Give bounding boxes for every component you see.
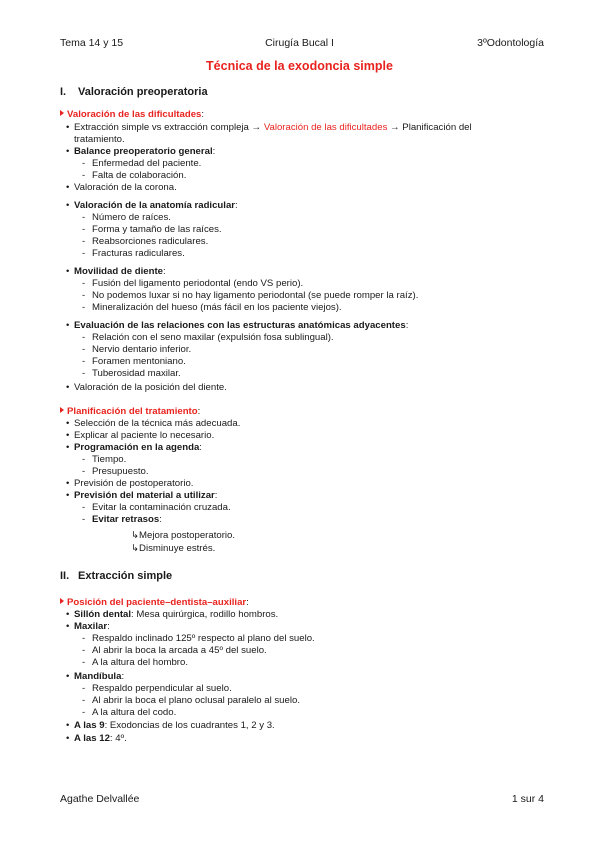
header-center: Cirugía Bucal I bbox=[265, 37, 334, 49]
sub-item: - Tiempo. bbox=[82, 454, 127, 465]
header-right: 3ºOdontología bbox=[477, 37, 544, 49]
sub-item: - A la altura del hombro. bbox=[82, 657, 188, 668]
sub-item: - Evitar la contaminación cruzada. bbox=[82, 502, 231, 513]
sub-item: - A la altura del codo. bbox=[82, 707, 177, 718]
footer-author: Agathe Delvallée bbox=[60, 793, 140, 805]
sub-item: - Fusión del ligamento periodontal (endo VS perio). bbox=[82, 278, 304, 289]
sub-item: - Mineralización del hueso (más fácil en los paciente viejos). bbox=[82, 302, 342, 313]
list-item: • Evaluación de las relaciones con las estructuras anatómicas adyacentes: bbox=[66, 320, 409, 331]
sub-item: - Enfermedad del paciente. bbox=[82, 158, 202, 169]
sub-item: - Fracturas radiculares. bbox=[82, 248, 185, 259]
list-item: • Previsión de postoperatorio. bbox=[66, 478, 194, 489]
list-item: • Mandíbula: bbox=[66, 671, 125, 682]
list-item: • A las 9: Exodoncias de los cuadrantes 1, 2 y 3. bbox=[66, 720, 275, 731]
sub-item: - Falta de colaboración. bbox=[82, 170, 187, 181]
sub-item: - Evitar retrasos: bbox=[82, 514, 162, 525]
page-title: Técnica de la exodoncia simple bbox=[206, 59, 393, 73]
list-item-continuation: tratamiento. bbox=[74, 134, 125, 145]
list-item: • A las 12: 4º. bbox=[66, 733, 127, 744]
sub-item: - Presupuesto. bbox=[82, 466, 149, 477]
triangle-icon bbox=[60, 110, 64, 116]
list-item: • Explicar al paciente lo necesario. bbox=[66, 430, 215, 441]
subheading-planificacion: Planificación del tratamiento: bbox=[60, 406, 200, 418]
list-item: • Programación en la agenda: bbox=[66, 442, 202, 453]
sub-sub-item: ↳Mejora postoperatorio. bbox=[131, 530, 236, 541]
sub-item: - Número de raíces. bbox=[82, 212, 171, 223]
sub-item: - Reabsorciones radiculares. bbox=[82, 236, 209, 247]
list-item: • Valoración de la corona. bbox=[66, 182, 177, 193]
header-left: Tema 14 y 15 bbox=[60, 37, 124, 49]
list-item: • Sillón dental: Mesa quirúrgica, rodillo hombros. bbox=[66, 609, 279, 620]
list-item: • Valoración de la anatomía radicular: bbox=[66, 200, 238, 211]
subheading-posicion: Posición del paciente–dentista–auxiliar: bbox=[60, 597, 249, 609]
footer-page-number: 1 sur 4 bbox=[511, 793, 544, 805]
triangle-icon bbox=[60, 407, 64, 413]
sub-item: - No podemos luxar si no hay ligamento periodontal (se puede romper la raíz). bbox=[82, 290, 419, 301]
sub-item: - Forma y tamaño de las raíces. bbox=[82, 224, 222, 235]
sub-item: - Relación con el seno maxilar (expulsión fosa sublingual). bbox=[82, 332, 334, 343]
section-heading-1: I. Valoración preoperatoria bbox=[60, 86, 208, 98]
sub-item: - Respaldo inclinado 125º respecto al plano del suelo. bbox=[82, 633, 315, 644]
sub-item: - Nervio dentario inferior. bbox=[82, 344, 192, 355]
sub-item: - Al abrir la boca la arcada a 45º del suelo. bbox=[82, 645, 267, 656]
sub-item: - Al abrir la boca el plano oclusal paralelo al suelo. bbox=[82, 695, 300, 706]
list-item: • Selección de la técnica más adecuada. bbox=[66, 418, 241, 429]
list-item: • Valoración de la posición del diente. bbox=[66, 382, 227, 393]
sub-sub-item: ↳Disminuye estrés. bbox=[131, 543, 216, 554]
sub-item: - Foramen mentoniano. bbox=[82, 356, 186, 367]
section-heading-2: II. Extracción simple bbox=[60, 570, 173, 582]
sub-item: - Respaldo perpendicular al suelo. bbox=[82, 683, 232, 694]
triangle-icon bbox=[60, 598, 64, 604]
list-item: • Maxilar: bbox=[66, 621, 110, 632]
list-item: • Extracción simple vs extracción compleja → Valoración de las dificultades → Planificación del bbox=[66, 122, 472, 133]
sub-item: - Tuberosidad maxilar. bbox=[82, 368, 181, 379]
list-item: • Balance preoperatorio general: bbox=[66, 146, 216, 157]
list-item: • Movilidad de diente: bbox=[66, 266, 166, 277]
list-item: • Previsión del material a utilizar: bbox=[66, 490, 218, 501]
subheading-dificultades: Valoración de las dificultades: bbox=[60, 109, 204, 121]
